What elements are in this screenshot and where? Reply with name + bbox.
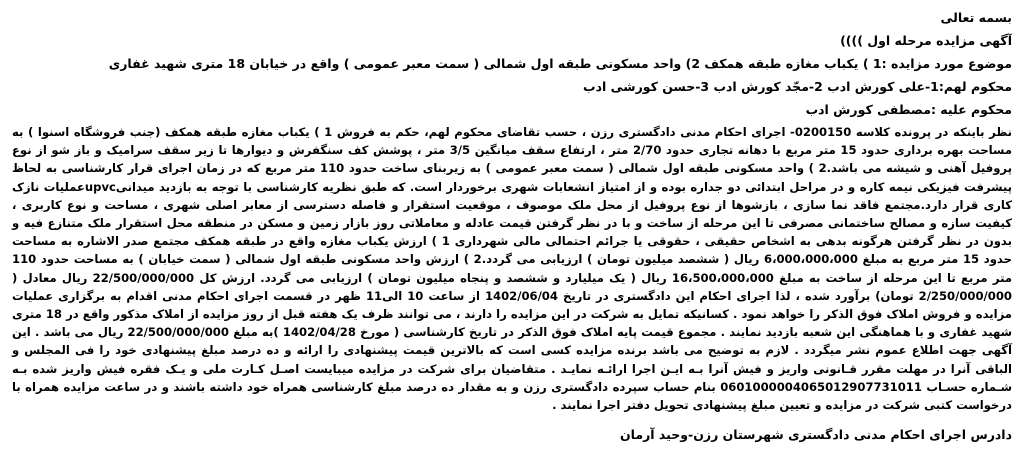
notice-body: نظر باینکه در پرونده کلاسه 0200150- اجرای احکام مدنی دادگستری رزن ، حسب تقاضای محکوم لهم، حکم به فروش 1 ) یکباب مغازه طبقه همکف (جنب فروشگاه اسنوا ) به مساحت بهره برداری حدود 15 متر مربع با دهانه تجاری حدود 2/70 متر ، ارتفاع سقف میانگین 3/5 متر ، پوشش کف سنگفرش و دیوارها تا زیر سقف سرامیک و باز شو از نوع پروفیل آهنی و شیشه می باشد.2 ) واحد مسکونی طبقه اول شمالی ( سمت معبر عمومی ) به زیربنای ساخت حدود 110 متر مربع که در زمان اجرای قرار کارشناسی به لحاظ پیشرفت فیزیکی نیمه کاره و در مراحل ابتدائی دو جداره بوده و از امتیاز انشعابات شهری برخوردار است. که طبق نظریه کارشناسی با توجه به بازدید میدانیupvcعملیات نازک کاری قرار دارد.مجتمع فاقد نما سازی ، بازشوها از نوع پروفیل از محل ملک موصوف ، موقعیت استقرار و فاصله دسترسی از معابر اصلی شهری ، مساحت و نوع کاربری ، کیفیت سازه و مصالح ساختمانی مصرفی تا این مرحله از ساخت و با در نظر گرفتن قیمت عادله و معاملاتی روز بازار زمین و مسکن در منطقه محل استقرار ملک متنازع فیه و بدون در نظر گرفتن هرگونه بدهی به اشخاص حقیقی ، حقوقی یا جرائم احتمالی مالی شهرداری 1 ) ارزش یکباب مغازه واقع در طبقه همکف مجتمع صدر الاشاره به مساحت حدود 15 متر مربع به مبلغ 6،000،000،000 ریال ( ششصد میلیون تومان ) ارزیابی می گردد.2 ) ارزش واحد مسکونی طبقه اول شمالی ( سمت خیابان ) به مساحت حدود 110 متر مربع تا این مرحله از ساخت به مبلغ 16،500،000،000 ریال ( یک میلیارد و ششصد و پنجاه میلیون تومان ) ارزیابی می گردد. ارزش کل 22/500/000/000 ریال معادل ( 2/250/000/000 تومان) برآورد شده ، لذا اجرای احکام این دادگستری در تاریخ 1402/06/04 از ساعت 10 الی11 ظهر در قسمت اجرای احکام مدنی اقدام به برگزاری عملیات مزایده و فروش املاک فوق الذکر را خواهد نمود . کسانیکه تمایل به شرکت در این مزایده را دارند ، می توانند ظرف یک هفته قبل از روز مزایده از املاک مذکور واقع در 18 متری شهید غفاری و با هماهنگی این شعبه بازدید نمایند . مجموع قیمت پایه املاک فوق الذکر در تاریخ کارشناسی ( مورخ 1402/04/28 )به مبلغ 22/500/000/000 ریال می باشد . این آگهی جهت اطلاع عموم نشر میگردد . لازم به توضیح می باشد برنده مزایده کسی است که بالاترین قیمت پیشنهادی را ارائه و ده درصد مبلغ پیشنهادی خود را فی المجلس و الباقی آنرا در مهلت مقرر قـانونی واریز و فیش آنرا بـه ایـن اجرا ارائـه نمایـد . متقاضیان برای شرکت در مزایده میبایست اصـل کـارت ملی و یـک فقره فیش واریز شده بـه شـماره حسـاب 0601000004065012907731011 بنام حساب سپرده دادگستری رزن و به مقدار ده درصد مبلغ کارشناسی همراه خود داشته باشند و در ساعت مزایده همراه با درخواست کتبی شرکت در مزایده و تعیین مبلغ پیشنهادی تحویل دفتر اجرا نمایند .	[12, 125, 1013, 413]
auction-subject: موضوع مورد مزایده :1 ) یکباب مغازه طبقه همکف 2) واحد مسکونی طبقه اول شمالی ( سمت معبر عمومی ) واقع در خیابان 18 متری شهید غفاری	[108, 56, 1012, 71]
basmala: بسمه تعالی	[940, 10, 1012, 25]
convicts-line: محکوم لهم:1-علی کورش ادب 2-مجّد کورش ادب 3-حسن کورشی ادب	[583, 79, 1012, 94]
notice-heading: آگهی مزایده مرحله اول ))))	[840, 33, 1012, 48]
signature-line: دادرس اجرای احکام مدنی دادگستری شهرستان رزن-وحید آرمان	[620, 427, 1012, 443]
convicted-line: محکوم علیه :مصطفی کورش ادب	[805, 102, 1012, 117]
